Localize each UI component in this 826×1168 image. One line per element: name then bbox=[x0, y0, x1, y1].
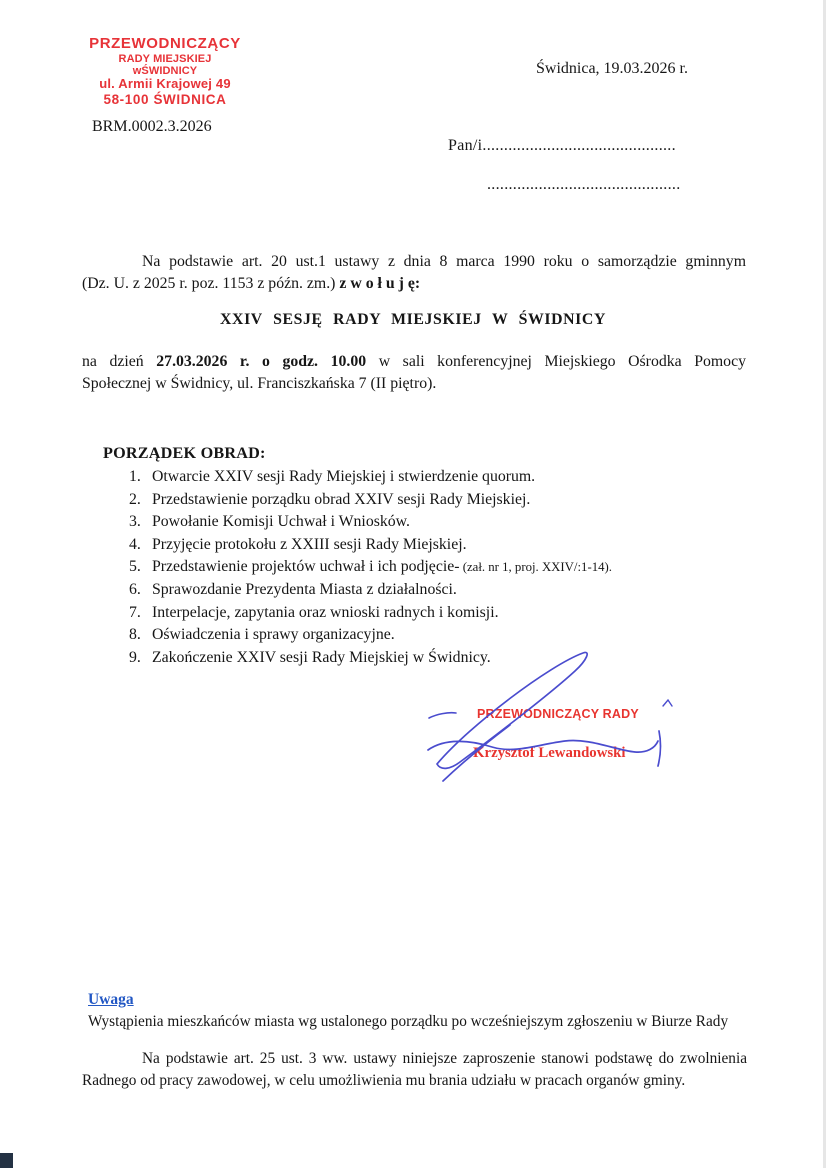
page-corner-mark bbox=[0, 1153, 13, 1168]
agenda-item-number: 3. bbox=[129, 513, 141, 531]
stamp-line-2: RADY MIEJSKIEJ wŚWIDNICY bbox=[118, 52, 212, 78]
agenda-item bbox=[129, 511, 612, 534]
agenda-item-main: Otwarcie XXIV sesji Rady Miejskiej i stwierdzenie quorum. bbox=[152, 468, 536, 485]
agenda-item bbox=[129, 489, 612, 512]
chairman-name: Krzysztof Lewandowski bbox=[473, 745, 626, 761]
agenda-item-main: Przedstawienie projektów uchwał i ich podjęcie- bbox=[152, 558, 460, 576]
agenda-item-main: Powołanie Komisji Uchwał i Wniosków. bbox=[152, 513, 410, 531]
agenda-item-text bbox=[152, 624, 395, 647]
closing-line-1: Na podstawie art. 25 ust. 3 ww. ustawy niniejsze zaproszenie stanowi podstawę do zwolnienia bbox=[142, 1050, 747, 1067]
addressee-line-2: ............................................. bbox=[487, 176, 681, 193]
note-heading: Uwaga bbox=[88, 991, 134, 1008]
convoke-word: z w o ł u j ę: bbox=[339, 274, 421, 292]
reference-number: BRM.0002.3.2026 bbox=[92, 118, 212, 135]
agenda-item-text bbox=[152, 466, 535, 489]
legal-basis-line-2 bbox=[82, 273, 746, 295]
agenda-item bbox=[129, 534, 612, 557]
agenda-item-number: 2. bbox=[129, 490, 141, 508]
handwritten-signature bbox=[415, 640, 695, 785]
agenda-heading: PORZĄDEK OBRAD: bbox=[103, 444, 266, 462]
agenda-item-number: 6. bbox=[129, 580, 141, 598]
agenda-item-text bbox=[152, 556, 612, 579]
closing-paragraph bbox=[82, 1048, 747, 1092]
note-text: Wystąpienia mieszkańców miasta wg ustalonego porządku po wcześniejszym zgłoszeniu w Biurze Rady bbox=[88, 1013, 729, 1030]
agenda-item-main: Oświadczenia i sprawy organizacyjne. bbox=[152, 626, 395, 644]
agenda-item-text bbox=[152, 489, 530, 512]
stamp-line-3: ul. Armii Krajowej 49 bbox=[99, 76, 231, 92]
session-datetime-line-1 bbox=[82, 351, 746, 373]
legal-basis-citation: (Dz. U. z 2025 r. poz. 1153 z późn. zm.) bbox=[82, 274, 340, 292]
agenda-item-number: 8. bbox=[129, 626, 141, 644]
agenda-item bbox=[129, 466, 612, 489]
legal-basis-line-1: Na podstawie art. 20 ust.1 ustawy z dnia 8 marca 1990 roku o samorządzie gminnym bbox=[142, 253, 746, 270]
agenda-item-text bbox=[152, 534, 467, 557]
legal-basis-paragraph bbox=[82, 251, 746, 294]
addressee-line-1: Pan/i............................................. bbox=[448, 137, 676, 154]
agenda-item-main: Zakończenie XXIV sesji Rady Miejskiej w Świdnicy. bbox=[152, 648, 491, 666]
agenda-item-number: 7. bbox=[129, 603, 141, 621]
agenda-item-number: 4. bbox=[129, 535, 141, 553]
place-and-date: Świdnica, 19.03.2026 r. bbox=[536, 60, 688, 77]
agenda-item-main: Sprawozdanie Prezydenta Miasta z działalności. bbox=[152, 580, 457, 598]
closing-line-2: Radnego od pracy zawodowej, w celu umożliwienia mu brania udziału w pracach organów gminy. bbox=[82, 1071, 686, 1089]
agenda-item-main: Przyjęcie protokołu z XXIII sesji Rady Miejskiej. bbox=[152, 535, 467, 553]
agenda-item-text bbox=[152, 579, 457, 602]
agenda-item bbox=[129, 602, 612, 625]
agenda-item-text bbox=[152, 511, 410, 534]
session-date-prefix: na dzień bbox=[82, 353, 157, 370]
agenda-item bbox=[129, 579, 612, 602]
agenda-list bbox=[129, 466, 612, 669]
agenda-item-main: Przedstawienie porządku obrad XXIV sesji Rady Miejskiej. bbox=[152, 490, 531, 508]
agenda-item bbox=[129, 556, 612, 579]
stamp-line-4: 58-100 ŚWIDNICA bbox=[103, 91, 227, 107]
session-datetime-paragraph bbox=[82, 351, 746, 394]
session-date-suffix: w sali konferencyjnej Miejskiego Ośrodka Pomocy bbox=[366, 353, 746, 370]
agenda-item-number: 9. bbox=[129, 648, 141, 666]
agenda-item-text bbox=[152, 602, 499, 625]
sender-stamp bbox=[86, 36, 244, 107]
agenda-item-main: Interpelacje, zapytania oraz wnioski radnych i komisji. bbox=[152, 603, 499, 621]
chairman-role-label: PRZEWODNICZĄCY RADY bbox=[477, 707, 639, 721]
agenda-item-note: (zał. nr 1, proj. XXIV/:1-14). bbox=[459, 560, 612, 575]
agenda-item-number: 5. bbox=[129, 558, 141, 576]
session-title: XXIV SESJĘ RADY MIEJSKIEJ W ŚWIDNICY bbox=[220, 311, 606, 328]
stamp-line-1: PRZEWODNICZĄCY bbox=[89, 35, 241, 52]
session-datetime-line-2: Społecznej w Świdnicy, ul. Franciszkańska 7 (II piętro). bbox=[82, 374, 437, 392]
agenda-item-number: 1. bbox=[129, 468, 141, 485]
session-date-bold: 27.03.2026 r. o godz. 10.00 bbox=[156, 353, 367, 370]
